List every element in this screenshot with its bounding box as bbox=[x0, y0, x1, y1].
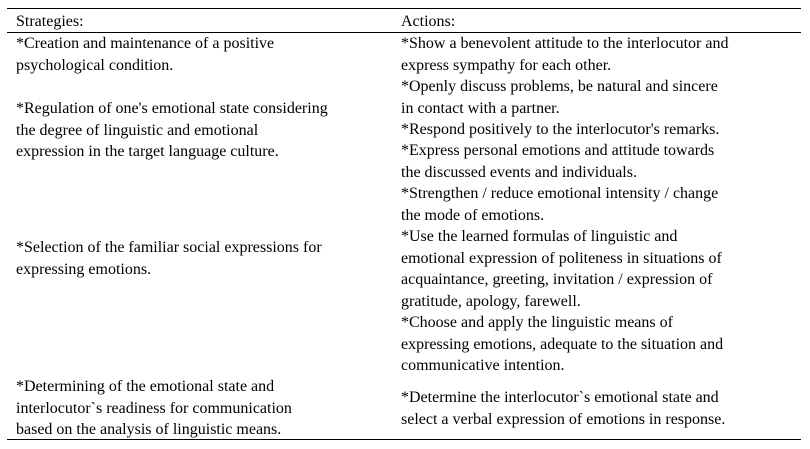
action-cell: *Determine the interlocutor`s emotional state and select a verbal expression of emotions in response. bbox=[401, 389, 726, 428]
strategy-cell: *Determining of the emotional state and interlocutor`s readiness for communication based on the analysis of linguistic means. bbox=[16, 378, 292, 438]
action-cell: *Express personal emotions and attitude towards the discussed events and individuals. bbox=[401, 142, 715, 181]
header-actions: Actions: bbox=[401, 13, 456, 30]
strategies-actions-table bbox=[7, 8, 801, 440]
strategy-cell: *Regulation of one's emotional state considering the degree of linguistic and emotional expression in the target language culture. bbox=[16, 100, 328, 160]
strategy-cell: *Selection of the familiar social expressions for expressing emotions. bbox=[16, 239, 322, 278]
action-cell: *Use the learned formulas of linguistic and emotional expression of politeness in situations of acquaintance, greeting, invitation / expression of gratitude, apology, farewell. bbox=[401, 228, 722, 310]
strategy-cell: *Creation and maintenance of a positive psychological condition. bbox=[16, 35, 275, 74]
action-cell: *Show a benevolent attitude to the interlocutor and express sympathy for each other. bbox=[401, 35, 729, 74]
action-cell: *Openly discuss problems, be natural and sincere in contact with a partner. bbox=[401, 78, 718, 117]
action-cell: *Strengthen / reduce emotional intensity / change the mode of emotions. bbox=[401, 185, 719, 224]
header-strategies: Strategies: bbox=[16, 13, 84, 30]
action-cell: *Respond positively to the interlocutor's remarks. bbox=[401, 121, 720, 138]
table-header-row bbox=[7, 10, 801, 33]
action-cell: *Choose and apply the linguistic means of expressing emotions, adequate to the situation and communicative intention. bbox=[401, 314, 724, 374]
